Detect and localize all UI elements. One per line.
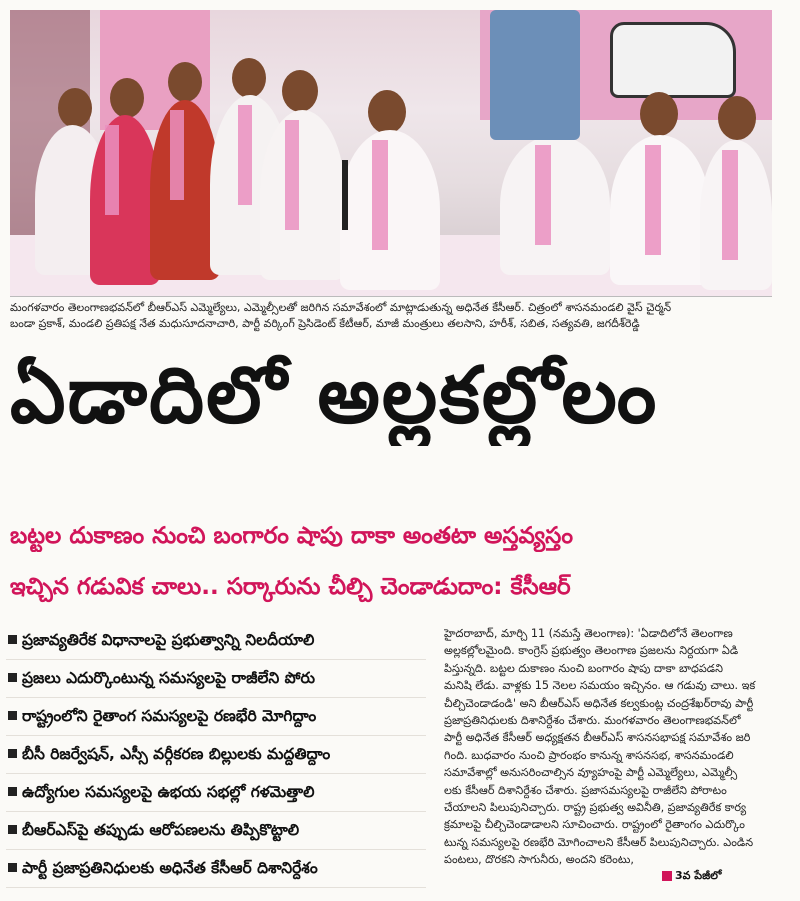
list-item: రాష్ట్రంలోని రైతాంగ సమస్యలపై రణభేరి మోగిద్దాం	[6, 698, 426, 736]
bullet-icon	[8, 635, 17, 644]
subheadline-1: బట్టల దుకాణం నుంచి బంగారం షాపు దాకా అంతటా అస్తవ్యస్తం	[10, 523, 573, 549]
continued-on-page: 3వ పేజీలో	[662, 869, 722, 885]
headline: ఏడాదిలో అల్లకల్లోలం	[10, 351, 659, 441]
bullet-icon	[8, 673, 17, 682]
bullet-icon	[8, 711, 17, 720]
microphone	[342, 160, 348, 230]
list-item: ప్రజలు ఎదుర్కొంటున్న సమస్యలపై రాజీలేని పోరు	[6, 660, 426, 698]
bullet-icon	[8, 825, 17, 834]
list-item: ప్రజావ్యతిరేక విధానాలపై ప్రభుత్వాన్ని నిలదీయాలి	[6, 622, 426, 660]
subheadline-2: ఇచ్చిన గడువిక చాలు.. సర్కారును చీల్చి చెండాడుదాం: కేసీఆర్	[10, 574, 571, 600]
bullet-icon	[8, 787, 17, 796]
bullet-icon	[8, 749, 17, 758]
car-banner-image	[610, 22, 736, 98]
list-item: బీసీ రిజర్వేషన్, ఎస్సీ వర్గీకరణ బిల్లులకు మద్దతిద్దాం	[6, 736, 426, 774]
article-body: హైదరాబాద్, మార్చి 11 (నమస్తే తెలంగాణ): 'ఏడాదిలోనే తెలంగాణ అల్లకల్లోలమైంది. కాంగ్రెస్ ప్రభుత్వం తెలంగాణ ప్రజలను నిర్దయగా ఏడి పిస్తున్నది. బట్టల దుకాణం నుంచి బంగారం షాపు దాకా బాధపడని మనిషి లేడు. వాళ్లకు 15 నెలల సమయం ఇచ్చినం. ఆ గడువు చాలు. ఇక చీల్చిచెండాడండి' అని బీఆర్‌ఎస్ అధినేత కల్వకుంట్ల చంద్రశేఖర్‌రావు పార్టీ ప్రజాప్రతినిధులకు దిశానిర్దేశం చేశారు. మంగళవారం తెలంగాణభవన్‌లో పార్టీ అధినేత కేసీఆర్ అధ్యక్షతన బీఆర్‌ఎస్ శాసనసభాపక్ష సమావేశం జరి గింది. బుధవారం నుంచి ప్రారంభం కానున్న శాసనసభ, శాసనమండలి సమావేశాల్లో అనుసరించాల్సిన వ్యూహంపై పార్టీ ఎమ్మెల్యేలు, ఎమ్మెల్సీ లకు కేసీఆర్ దిశానిర్దేశం చేశారు. ప్రజాసమస్యలపై రాజీలేని పోరాటం చేయాలని పిలుపునిచ్చారు. రాష్ట్ర ప్రభుత్వ అవినీతి, ప్రజావ్యతిరేక కార్య క్రమాలపై చీల్చిచెండాడాలని సూచించారు. రాష్ట్రంలో రైతాంగం ఎదుర్కొం టున్న సమస్యలపై రణభేరి మోగించాలని కేసీఆర్ పిలుపునిచ్చారు. ఎండిన పంటలు, దొరకని సాగునీరు, అందని కరెంటు,	[444, 627, 756, 867]
photo-caption: మంగళవారం తెలంగాణభవన్‌లో బీఆర్‌ఎస్ ఎమ్మెల్యేలు, ఎమ్మెల్సీలతో జరిగిన సమావేశంలో మాట్లాడుతున్న అధినేత కేసీఆర్. చిత్రంలో శాసనమండలి వైస్ చైర్మన్ బండా ప్రకాశ్, మండలి ప్రతిపక్ష నేత మధుసూదనాచారి, పార్టీ వర్కింగ్ ప్రెసిడెంట్ కేటీఆర్, మాజీ మంత్రులు తలసాని, హరీశ్, సబిత, సత్యవతి, జగదీశ్‌రెడ్డి	[10, 301, 672, 330]
arrow-icon	[662, 871, 672, 881]
highlights-list	[6, 622, 426, 888]
list-item: పార్టీ ప్రజాప్రతినిధులకు అధినేత కేసీఆర్ దిశానిర్దేశం	[6, 850, 426, 888]
list-item: ఉద్యోగుల సమస్యలపై ఉభయ సభల్లో గళమెత్తాలి	[6, 774, 426, 812]
news-photo	[10, 10, 772, 297]
bullet-icon	[8, 863, 17, 872]
list-item: బీఆర్‌ఎస్‌పై తప్పుడు ఆరోపణలను తిప్పికొట్టాలి	[6, 812, 426, 850]
